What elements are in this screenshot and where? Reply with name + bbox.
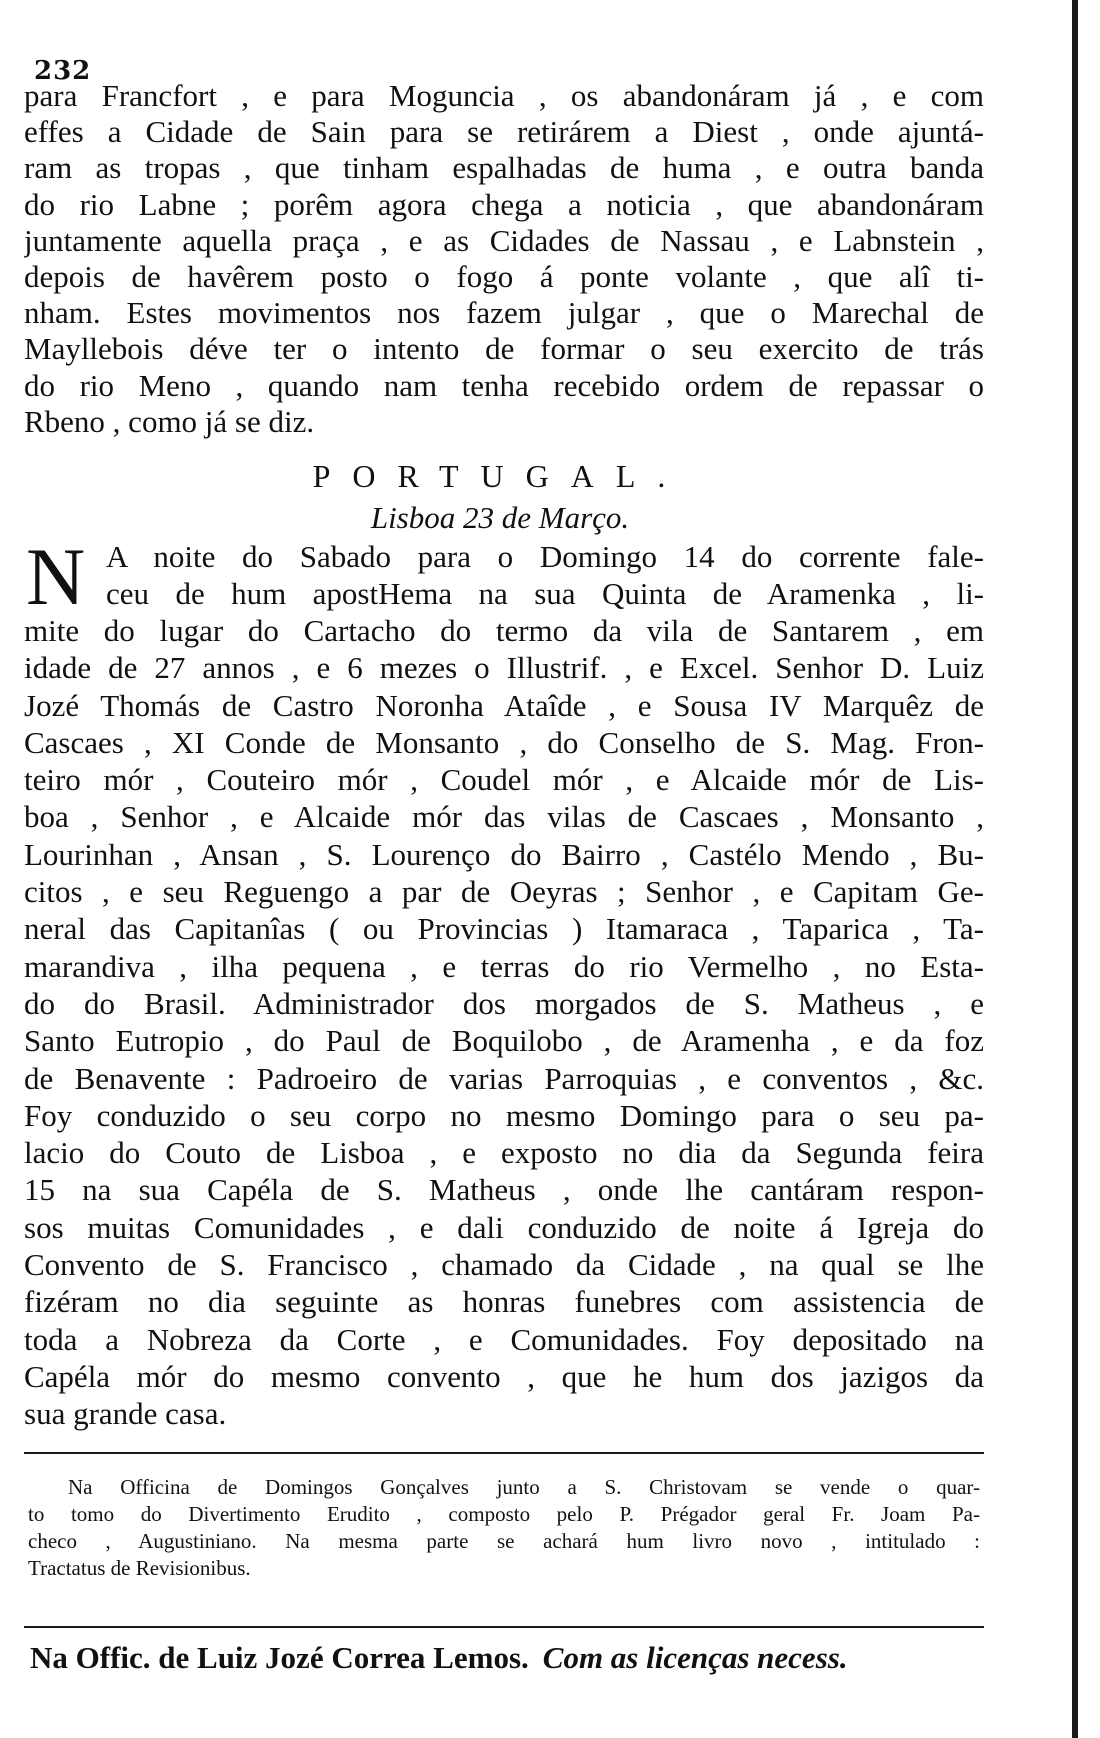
page-number: 232 — [34, 56, 92, 86]
section-heading: PORTUGAL. — [312, 458, 688, 494]
text-line: do rio Meno , quando nam tenha recebido ordem de repassar o — [24, 367, 984, 403]
text-line: citos , e seu Reguengo a par de Oeyras ; Senhor , e Capitam Ge- — [24, 874, 984, 910]
page-binding-edge — [1072, 0, 1078, 1738]
text-line: marandiva , ilha pequena , e terras do rio Vermelho , no Esta- — [24, 948, 984, 984]
intro-paragraph — [24, 78, 984, 440]
text-line: Jozé Thomás de Castro Noronha Ataîde , e Sousa IV Marquêz de — [24, 687, 984, 723]
text-line: Lourinhan , Ansan , S. Lourenço do Bairro , Castélo Mendo , Bu- — [24, 836, 984, 872]
text-line: neral das Capitanîas ( ou Provincias ) Itamaraca , Taparica , Ta- — [24, 911, 984, 947]
text-line: nham. Estes movimentos nos fazem julgar , que o Marechal de — [24, 295, 984, 331]
divider-rule — [24, 1626, 984, 1628]
text-line: de Benavente : Padroeiro de varias Parroquias , e conventos , &c. — [24, 1060, 984, 1096]
text-line: Na Officina de Domingos Gonçalves junto a S. Christovam se vende o quar- — [68, 1475, 980, 1499]
license-text: Com as licenças necess. — [542, 1640, 848, 1675]
text-line: Santo Eutropio , do Paul de Boquilobo , de Aramenha , e da foz — [24, 1023, 984, 1059]
text-line: depois de havêrem posto o fogo á ponte volante , que alî ti- — [24, 259, 984, 295]
printer-imprint — [30, 1640, 980, 1676]
text-line: to tomo do Divertimento Erudito , composto pelo P. Prégador geral Fr. Joam Pa- — [28, 1502, 980, 1526]
text-line: ram as tropas , que tinham espalhadas de huma , e outra banda — [24, 150, 984, 186]
text-line: Rbeno , como já se diz. — [24, 403, 315, 439]
article-body — [24, 612, 984, 1433]
page-margin — [1080, 0, 1100, 1738]
text-line: checo , Augustiniano. Na mesma parte se achará hum livro novo , intitulado : — [28, 1529, 980, 1553]
text-line: boa , Senhor , e Alcaide mór das vilas de Cascaes , Monsanto , — [24, 799, 984, 835]
text-line: 15 na sua Capéla de S. Matheus , onde lhe cantáram respon- — [24, 1172, 984, 1208]
text-line: Capéla mór do mesmo convento , que he hum dos jazigos da — [24, 1358, 984, 1394]
article-opening-lines — [106, 538, 984, 612]
text-line: sua grande casa. — [24, 1396, 227, 1432]
text-line: A noite do Sabado para o Domingo 14 do corrente fale- — [106, 539, 984, 574]
text-line: do do Brasil. Administrador dos morgados de S. Matheus , e — [24, 985, 984, 1021]
text-line: Tractatus de Revisionibus. — [28, 1556, 251, 1580]
divider-rule — [24, 1452, 984, 1454]
text-line: fizéram no dia seguinte as honras funebres com assistencia de — [24, 1284, 984, 1320]
drop-cap: N — [26, 531, 86, 622]
bookseller-notice — [28, 1474, 980, 1582]
text-line: Foy conduzido o seu corpo no mesmo Domingo para o seu pa- — [24, 1097, 984, 1133]
text-line: toda a Nobreza da Corte , e Comunidades. Foy depositado na — [24, 1321, 984, 1357]
text-line: sos muitas Comunidades , e dali conduzido de noite á Igreja do — [24, 1209, 984, 1245]
text-line: effes a Cidade de Sain para se retirárem a Diest , onde ajuntá- — [24, 114, 984, 150]
imprint-text: Na Offic. de Luiz Jozé Correa Lemos. — [30, 1640, 529, 1675]
text-line: para Francfort , e para Moguncia , os abandonáram já , e com — [24, 78, 984, 113]
text-line: teiro mór , Couteiro mór , Coudel mór , e Alcaide mór de Lis- — [24, 762, 984, 798]
dateline: Lisboa 23 de Março. — [370, 500, 630, 535]
text-line: do rio Labne ; porêm agora chega a noticia , que abandonáram — [24, 186, 984, 222]
text-line: ceu de hum apostHema na sua Quinta de Aramenka , li- — [106, 576, 984, 612]
text-line: Mayllebois déve ter o intento de formar o seu exercito de trás — [24, 331, 984, 367]
text-line: Cascaes , XI Conde de Monsanto , do Conselho de S. Mag. Fron- — [24, 724, 984, 760]
text-line: Convento de S. Francisco , chamado da Cidade , na qual se lhe — [24, 1247, 984, 1283]
text-line: lacio do Couto de Lisboa , e exposto no dia da Segunda feira — [24, 1135, 984, 1171]
text-line: mite do lugar do Cartacho do termo da vila de Santarem , em — [24, 613, 984, 648]
text-line: idade de 27 annos , e 6 mezes o Illustrif. , e Excel. Senhor D. Luiz — [24, 650, 984, 686]
text-line: juntamente aquella praça , e as Cidades de Nassau , e Labnstein , — [24, 222, 984, 258]
